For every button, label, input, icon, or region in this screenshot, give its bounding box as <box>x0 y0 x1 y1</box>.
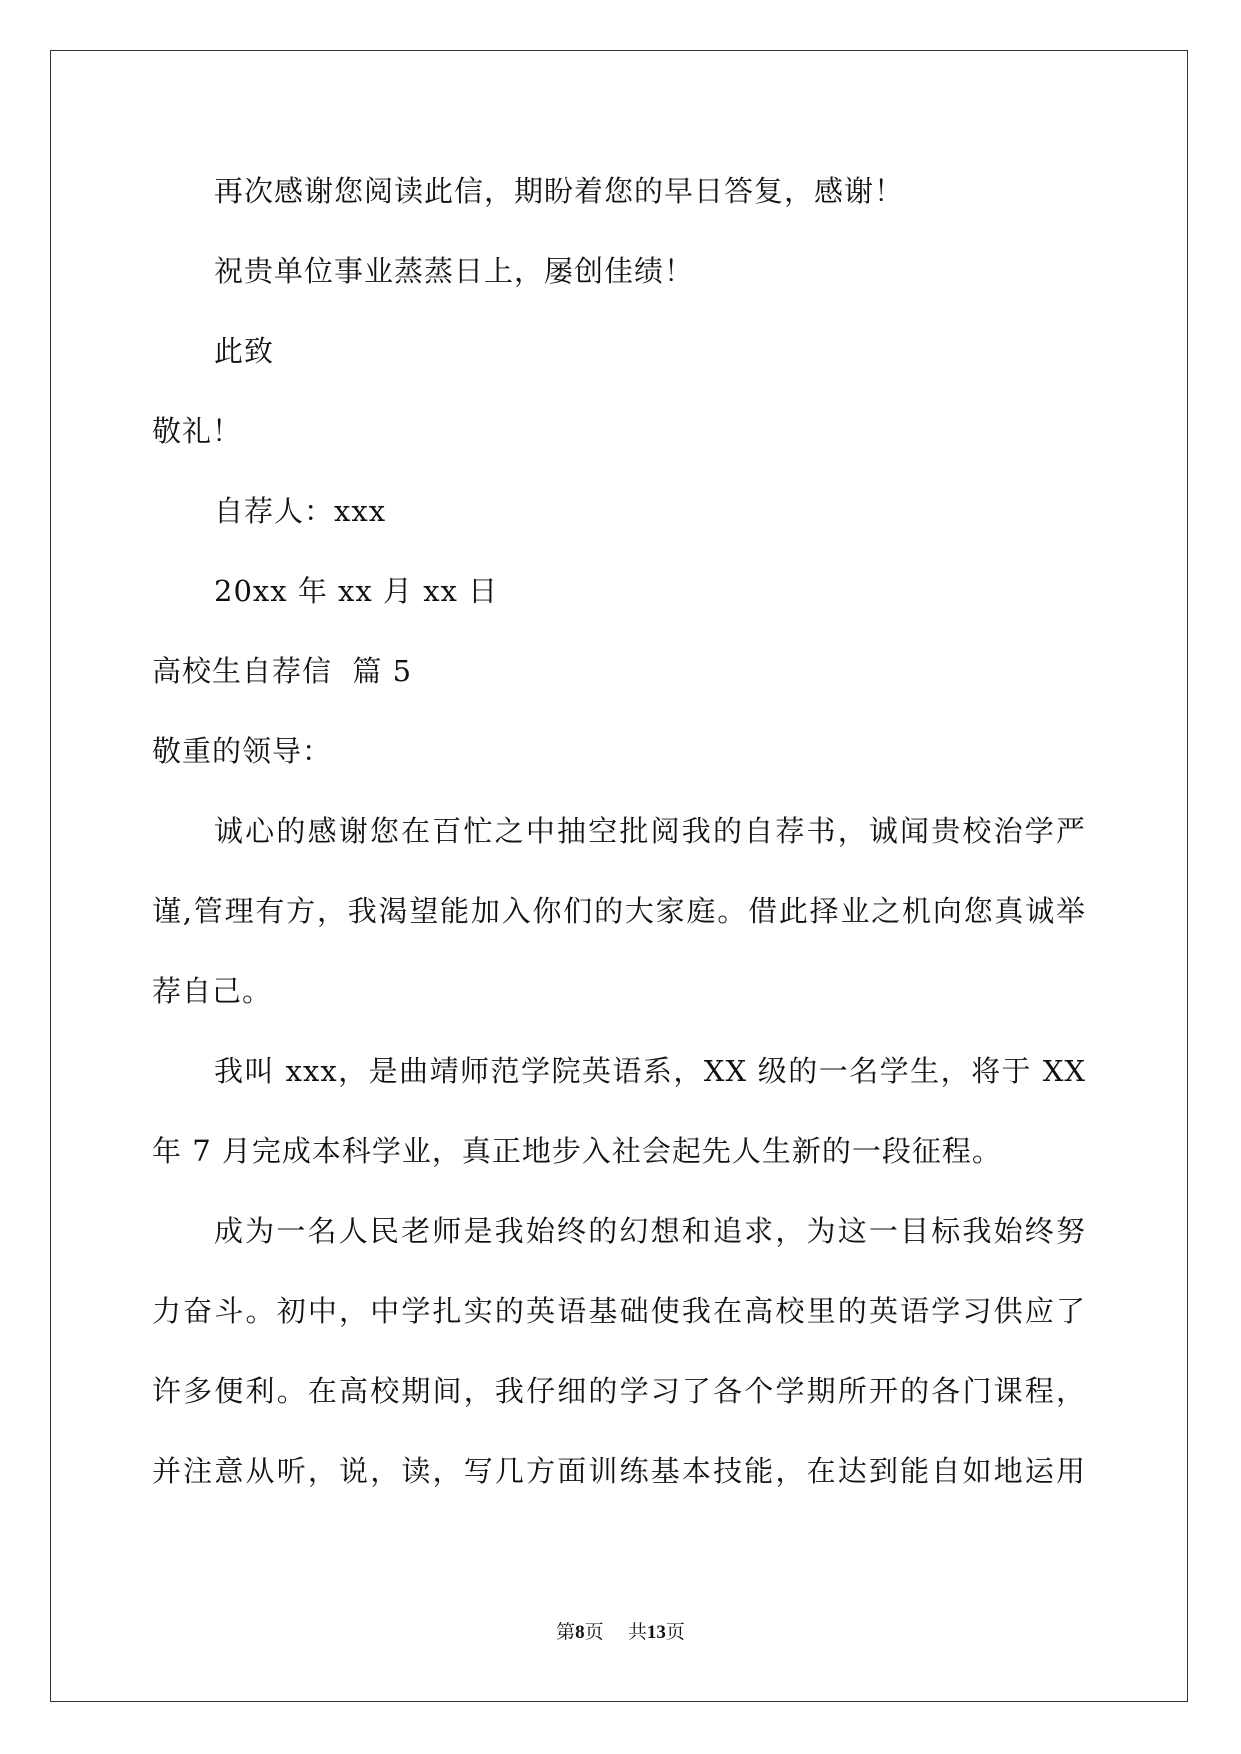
date-line: 20xx 年 xx 月 xx 日 <box>214 574 499 608</box>
footer-suffix: 页 <box>665 1621 685 1643</box>
page-footer <box>0 1620 1241 1645</box>
salutation-jingli: 敬礼！ <box>152 414 243 448</box>
signature-line: 自荐人：xxx <box>214 494 387 528</box>
footer-page-number: 8 <box>575 1622 585 1643</box>
paragraph-line: 并注意从听，说，读，写几方面训练基本技能，在达到能自如地运用 <box>152 1454 1086 1488</box>
paragraph-line: 力奋斗。初中，中学扎实的英语基础使我在高校里的英语学习供应了 <box>152 1294 1086 1328</box>
paragraph-line: 成为一名人民老师是我始终的幻想和追求，为这一目标我始终努 <box>214 1214 1086 1248</box>
paragraph-line: 我叫 xxx，是曲靖师范学院英语系，XX 级的一名学生，将于 XX <box>214 1054 1086 1088</box>
paragraph-line: 谨,管理有方，我渴望能加入你们的大家庭。借此择业之机向您真诚举 <box>152 894 1086 928</box>
section-heading: 高校生自荐信 篇 5 <box>152 654 413 688</box>
footer-middle: 页 共 <box>584 1621 647 1643</box>
footer-total-pages: 13 <box>646 1622 666 1643</box>
footer-prefix: 第 <box>556 1621 576 1643</box>
paragraph-line: 荐自己。 <box>152 974 273 1008</box>
closing-thanks: 再次感谢您阅读此信，期盼着您的早日答复，感谢！ <box>214 174 905 208</box>
paragraph-line: 诚心的感谢您在百忙之中抽空批阅我的自荐书，诚闻贵校治学严 <box>214 814 1086 848</box>
paragraph-line: 年 7 月完成本科学业，真正地步入社会起先人生新的一段征程。 <box>152 1134 1002 1168</box>
paragraph-line: 许多便利。在高校期间，我仔细的学习了各个学期所开的各门课程， <box>152 1374 1086 1408</box>
salutation-cizhi: 此致 <box>214 334 275 368</box>
greeting-line: 敬重的领导： <box>152 734 333 768</box>
closing-wishes: 祝贵单位事业蒸蒸日上，屡创佳绩！ <box>214 254 695 288</box>
